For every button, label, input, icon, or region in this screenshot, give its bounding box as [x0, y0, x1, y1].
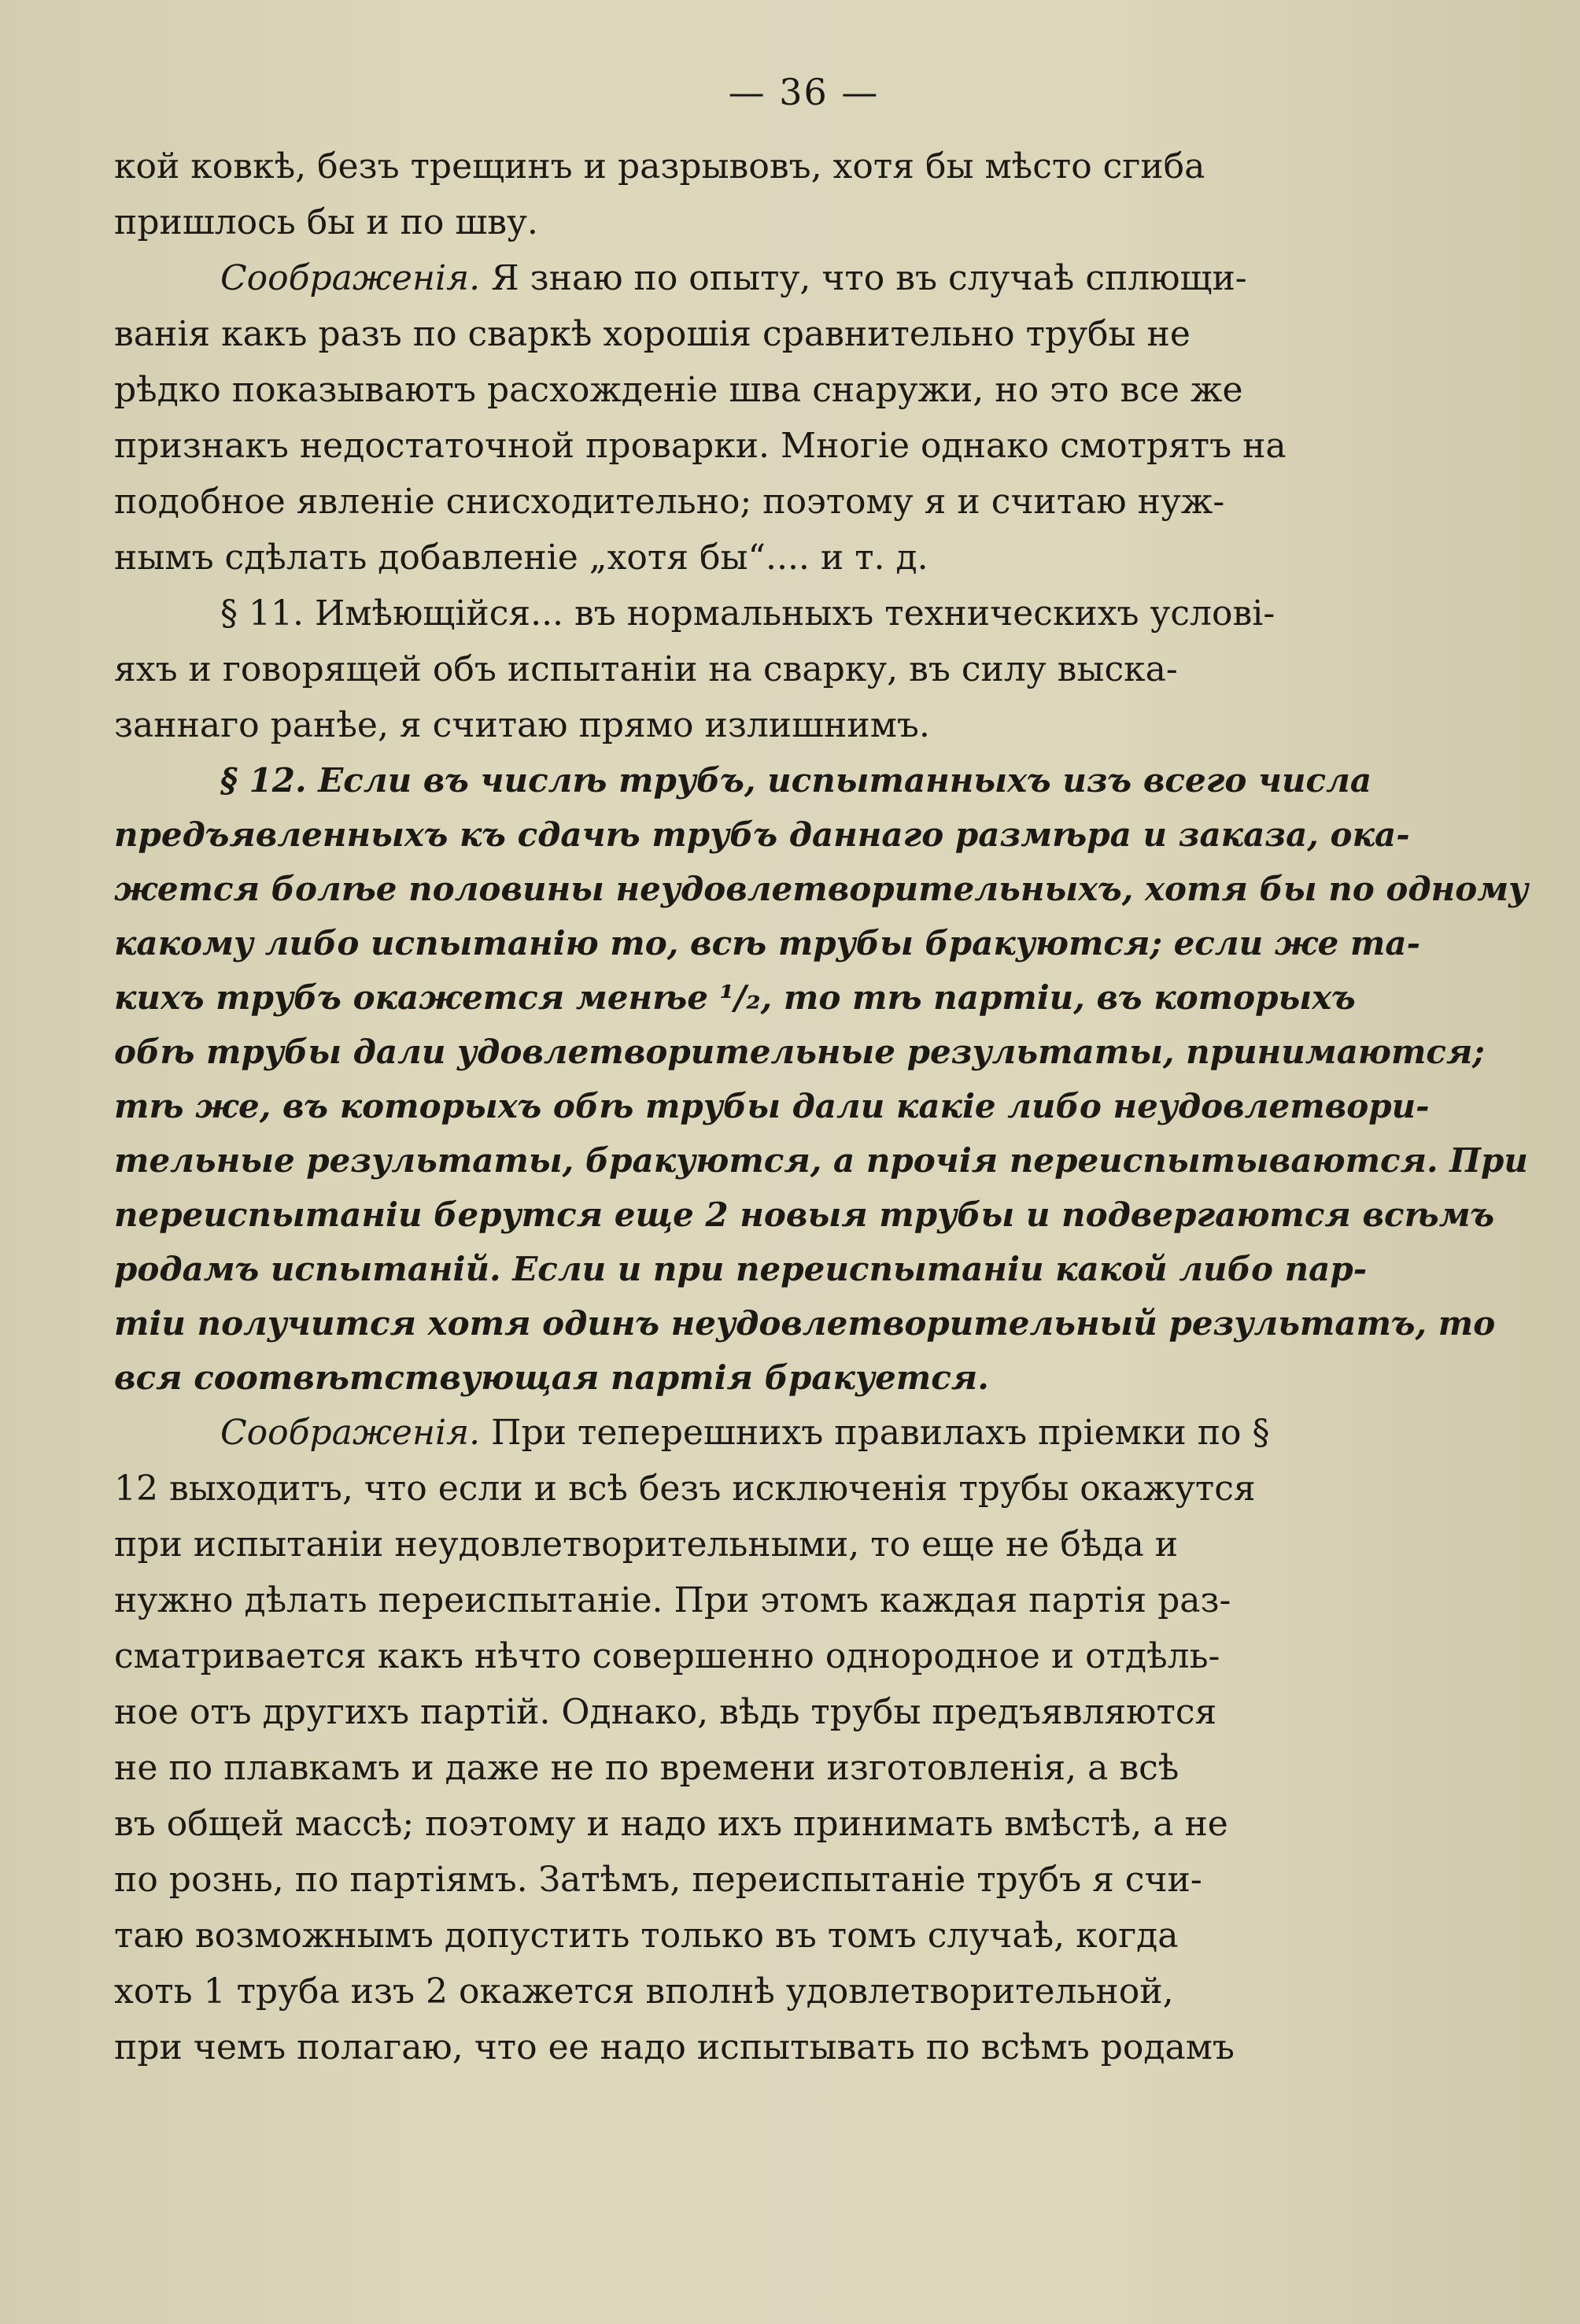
text-line: при испытаніи неудовлетворительными, то еще не бѣда и	[114, 1524, 1179, 1565]
text-line: хоть 1 труба изъ 2 окажется вполнѣ удовлетворительной,	[114, 1971, 1174, 2012]
text-line: таю возможнымъ допустить только въ томъ случаѣ, когда	[114, 1916, 1179, 1956]
text-line: § 11. Имѣющійся... въ нормальныхъ техническихъ услові-	[220, 593, 1275, 634]
paragraph-4	[114, 753, 1529, 1405]
text-line: кихъ трубъ окажется менѣе ¹/₂, то тѣ партіи, въ которыхъ	[114, 978, 1356, 1017]
text-line: предъявленныхъ къ сдачѣ трубъ даннаго размѣра и заказа, ока-	[114, 815, 1410, 854]
text-line: жется болѣе половины неудовлетворительныхъ, хотя бы по одному	[114, 870, 1529, 908]
text-line-rest: При теперешнихъ правилахъ пріемки по §	[480, 1413, 1270, 1453]
text-line: какому либо испытанію то, всѣ трубы бракуются; если же та-	[114, 924, 1421, 962]
text-line: въ общей массѣ; поэтому и надо ихъ принимать вмѣстѣ, а не	[114, 1804, 1228, 1844]
text-line: признакъ недостаточной проварки. Многіе однако смотрятъ на	[114, 426, 1287, 466]
lead-word: Соображенія.	[220, 1413, 481, 1453]
body-text	[114, 139, 1529, 2075]
text-line: § 12. Если въ числѣ трубъ, испытанныхъ изъ всего числа	[220, 761, 1372, 800]
text-line: при чемъ полагаю, что ее надо испытывать по всѣмъ родамъ	[114, 2027, 1235, 2067]
text-line: ное отъ другихъ партій. Однако, вѣдь трубы предъявляются	[114, 1692, 1217, 1732]
text-line: подобное явленіе снисходительно; поэтому я и считаю нуж-	[114, 482, 1225, 522]
text-line: нужно дѣлать переиспытаніе. При этомъ каждая партія раз-	[114, 1580, 1231, 1620]
text-line: кой ковкѣ, безъ трещинъ и разрывовъ, хотя бы мѣсто сгиба	[114, 146, 1205, 187]
text-line: обѣ трубы дали удовлетворительные результаты, принимаются;	[114, 1033, 1485, 1071]
paragraph-2	[114, 250, 1525, 586]
text-line: родамъ испытаній. Если и при переиспытаніи какой либо пар-	[114, 1250, 1368, 1288]
text-line: пришлось бы и по шву.	[114, 202, 538, 242]
text-line: вся соотвѣтствующая партія бракуется.	[114, 1358, 989, 1397]
text-line: по рознь, по партіямъ. Затѣмъ, переиспытаніе трубъ я счи-	[114, 1860, 1202, 1900]
text-line: тѣ же, въ которыхъ обѣ трубы дали какіе либо неудовлетвори-	[114, 1087, 1430, 1125]
text-line: 12 выходитъ, что если и всѣ безъ исключенія трубы окажутся	[114, 1469, 1256, 1509]
text-line: яхъ и говорящей объ испытаніи на сварку, въ силу выска-	[114, 649, 1178, 689]
text-line-rest: Я знаю по опыту, что въ случаѣ сплющи-	[480, 258, 1247, 298]
text-line: переиспытаніи берутся еще 2 новыя трубы и подвергаются всѣмъ	[114, 1195, 1495, 1234]
paragraph-5	[114, 1405, 1525, 2075]
text-line: заннаго ранѣе, я считаю прямо излишнимъ.	[114, 705, 930, 745]
text-line: сматривается какъ нѣчто совершенно однородное и отдѣль-	[114, 1636, 1220, 1676]
paragraph-1	[114, 139, 1525, 250]
page-number: — 36 —	[728, 71, 880, 113]
lead-word: Соображенія.	[220, 258, 481, 298]
text-line: нымъ сдѣлать добавленіе „хотя бы“.... и т. д.	[114, 538, 928, 578]
text-line: тіи получится хотя одинъ неудовлетворительный результатъ, то	[114, 1304, 1496, 1343]
paragraph-3	[114, 586, 1525, 753]
text-line: рѣдко показываютъ расхожденіе шва снаружи, но это все же	[114, 370, 1243, 410]
text-line: ванія какъ разъ по сваркѣ хорошія сравнительно трубы не	[114, 314, 1191, 354]
text-line: не по плавкамъ и даже не по времени изготовленія, а всѣ	[114, 1748, 1179, 1788]
text-line	[114, 1405, 1525, 1461]
text-line: тельные результаты, бракуются, а прочія переиспытываются. При	[114, 1141, 1528, 1180]
text-line	[114, 250, 1525, 306]
